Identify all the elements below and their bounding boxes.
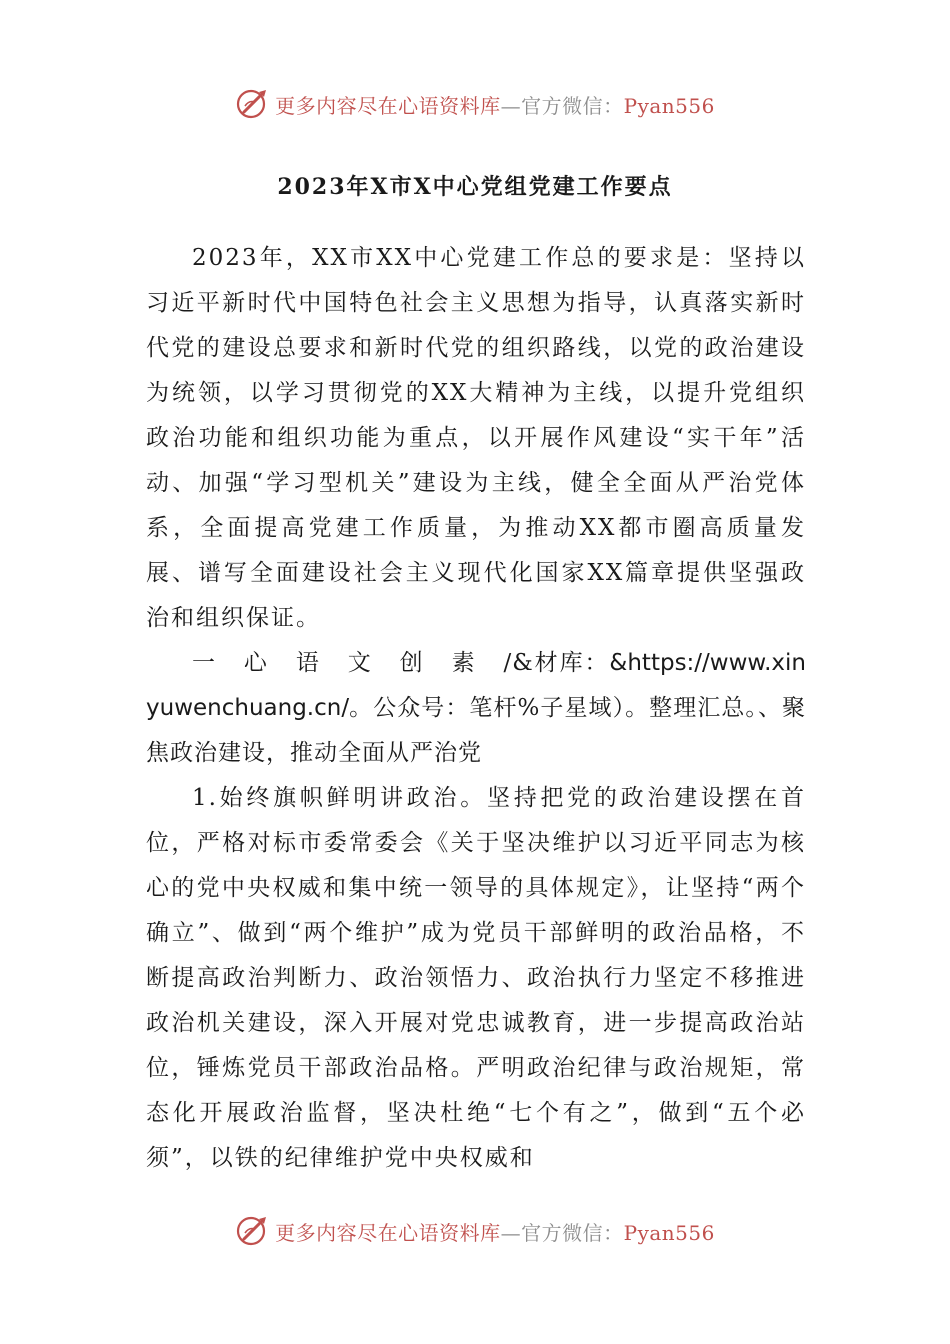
- source-spaced-text: 一心语文创素: [192, 650, 504, 676]
- footer-banner-gray-text: —官方微信：: [500, 1220, 624, 1245]
- header-banner-handle: Pyan556: [623, 93, 715, 118]
- pen-logo-icon: [235, 86, 271, 122]
- document-title: 2023年X市X中心党组党建工作要点: [277, 174, 673, 200]
- intro-paragraph: 2023年，XX市XX中心党建工作总的要求是：坚持以习近平新时代中国特色社会主义思想为指导，认真落实新时代党的建设总要求和新时代党的组织路线，以党的政治建设为统领，以学习贯彻党的XX大精神为主线，以提升党组织政治功能和组织功能为重点，以开展作风建设“实干年”活动、加强“学习型机关”建设为主线，健全全面从严治党体系，全面提高党建工作质量，为推动XX都市圈高质量发展、谱写全面建设社会主义现代化国家XX篇章提供坚强政治和组织保证。: [146, 245, 806, 631]
- document-body: [146, 236, 806, 1181]
- footer-banner: [0, 1211, 950, 1251]
- header-banner-text: [275, 90, 715, 119]
- source-paragraph: [146, 641, 806, 776]
- source-middle-text: /&材库：: [503, 650, 610, 676]
- header-banner-red-text: 更多内容尽在心语资料库: [275, 93, 501, 118]
- section-1-paragraph: 1.始终旗帜鲜明讲政治。坚持把党的政治建设摆在首位，严格对标市委常委会《关于坚决维护以习近平同志为核心的党中央权威和集中统一领导的具体规定》，让坚持“两个确立”、做到“两个维护”成为党员干部鲜明的政治品格，不断提高政治判断力、政治领悟力、政治执行力坚定不移推进政治机关建设，深入开展对党忠诚教育，进一步提高政治站位，锤炼党员干部政治品格。严明政治纪律与政治规矩，常态化开展政治监督，坚决杜绝“七个有之”，做到“五个必须”，以铁的纪律维护党中央权威和: [146, 785, 806, 1171]
- footer-banner-text: [275, 1217, 715, 1246]
- footer-banner-handle: Pyan556: [623, 1220, 715, 1245]
- source-url-link[interactable]: &https://www.xinyuwenchuang.cn/: [146, 650, 807, 721]
- header-banner-gray-text: —官方微信：: [500, 93, 624, 118]
- header-banner: [0, 84, 950, 124]
- pen-logo-icon: [235, 1213, 271, 1249]
- footer-banner-red-text: 更多内容尽在心语资料库: [275, 1220, 501, 1245]
- source-rest-text: 。公众号：笔杆%子星域）。整理汇总。、聚焦政治建设，推动全面从严治党: [146, 695, 806, 766]
